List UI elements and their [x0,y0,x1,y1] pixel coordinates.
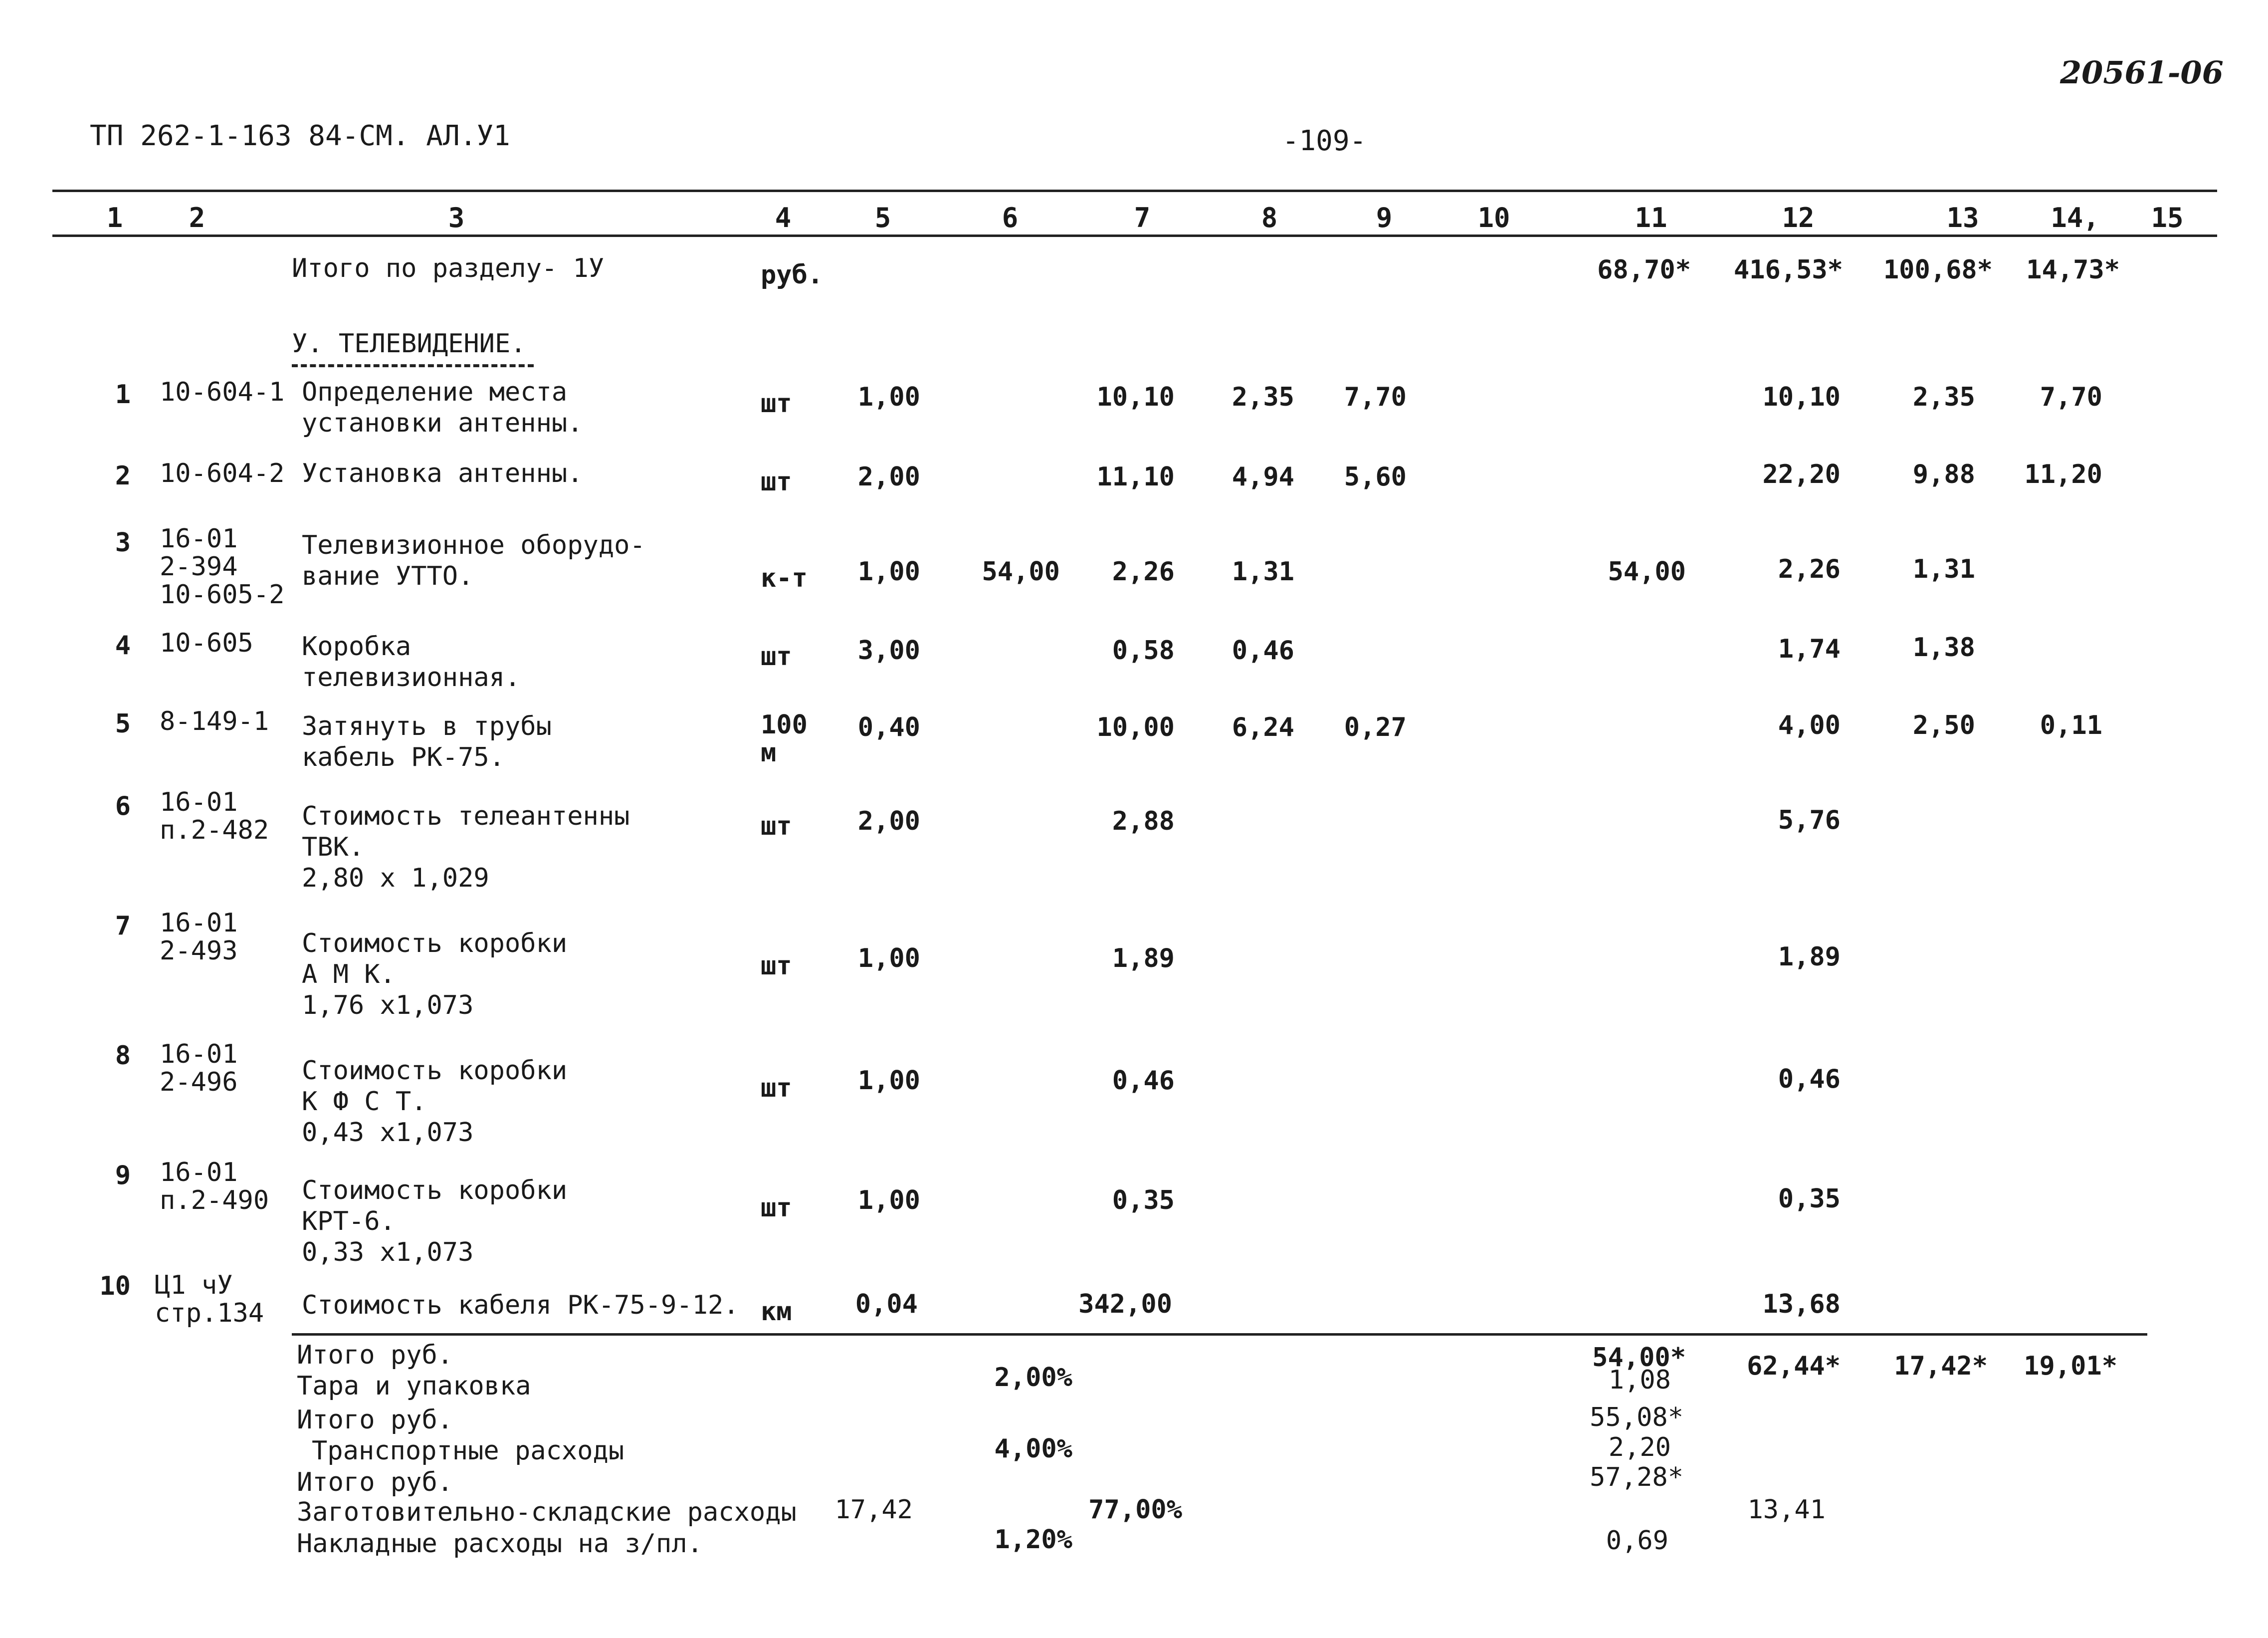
section-total-c11: 68,70* [1597,255,1691,285]
row-c8: 4,94 [1232,462,1294,492]
transport-pct: 4,00% [994,1434,1072,1464]
transport-label: Транспортные расходы [312,1436,624,1466]
row-c7: 2,26 [1112,557,1175,587]
row-c9: 7,70 [1344,382,1407,412]
column-header: 7 [1134,202,1151,234]
row-c13: 1,31 [1912,554,1975,584]
nakl-label: Накладные расходы на з/пл. [297,1529,703,1559]
itogo3-label: Итого руб. [297,1467,453,1497]
row-c13: 2,50 [1912,710,1975,740]
row-code: 10-604-1 [160,377,285,407]
row-c14: 0,11 [2040,710,2102,740]
row-code: 16-01 2-493 [160,908,238,966]
row-name: Стоимость телеантенны ТВК. 2,80 х 1,029 [302,801,630,893]
row-qty: 0,40 [857,712,920,742]
column-header: 10 [1477,202,1510,234]
row-code: 10-604-2 [160,459,285,488]
row-unit: шт [761,467,792,497]
row-c6: 54,00 [982,557,1060,587]
row-unit: шт [761,951,792,981]
header-top-rule [52,190,2217,192]
row-c14: 7,70 [2040,382,2102,412]
zagot-c12: 13,41 [1747,1495,1826,1525]
row-qty: 3,00 [857,636,920,666]
row-name: Телевизионное оборудо- вание УТТО. [302,530,645,591]
itogo2-c11: 55,08* [1590,1403,1683,1432]
row-c7: 10,10 [1096,382,1175,412]
row-code: 8-149-1 [160,706,269,736]
itogo-c12: 62,44* [1747,1351,1841,1381]
section-total-c12: 416,53* [1733,255,1843,285]
header-bottom-rule [52,234,2217,237]
column-header: 15 [2151,202,2184,234]
itogo-label: Итого руб. [297,1340,453,1370]
row-c13: 2,35 [1912,382,1975,412]
row-name: Определение места установки антенны. [302,377,583,438]
row-name: Стоимость коробки А М К. 1,76 х1,073 [302,929,568,1020]
column-header: 2 [189,202,206,234]
column-header: 6 [1002,202,1019,234]
row-qty: 2,00 [857,806,920,836]
row-number: 7 [115,911,131,941]
row-number: 6 [115,791,131,821]
row-number: 9 [115,1161,131,1190]
row-c12: 22,20 [1762,460,1841,489]
row-code: 16-01 п.2-482 [160,787,269,845]
row-name: Стоимость кабеля РК-75-9-12. [302,1290,739,1320]
row-c12: 5,76 [1778,805,1841,835]
row-c13: 1,38 [1912,633,1975,663]
tara-label: Тара и упаковка [297,1371,531,1401]
section-total-c14: 14,73* [2026,255,2120,285]
row-code: 16-01 2-496 [160,1039,238,1097]
row-code: 16-01 2-394 10-605-2 [160,524,285,610]
row-name: Стоимость коробки К Ф С Т. 0,43 х1,073 [302,1056,568,1148]
itogo3-c11: 57,28* [1590,1462,1683,1492]
doc-code: ТП 262-1-163 84-СМ. АЛ.У1 [90,120,510,152]
row-qty: 1,00 [857,1066,920,1096]
row-code: Ц1 чУ стр.134 [155,1270,264,1328]
row-qty: 1,00 [857,557,920,587]
section-title-underline [292,364,534,367]
row-qty: 0,04 [855,1289,918,1319]
nakl-c11: 0,69 [1606,1526,1668,1556]
row-number: 4 [115,631,131,661]
column-header: 12 [1782,202,1815,234]
section-total-unit: руб. [761,260,824,290]
row-c12: 0,46 [1778,1064,1841,1094]
itogo-c13: 17,42* [1894,1351,1988,1381]
row-c7: 1,89 [1112,943,1175,973]
row-c12: 0,35 [1778,1184,1841,1214]
doc-number: 20561-06 [2060,54,2224,91]
row-name: Стоимость коробки КРТ-6. 0,33 х1,073 [302,1175,568,1267]
row-unit: шт [761,389,792,419]
column-header: 13 [1946,202,1979,234]
row-c7: 0,58 [1112,636,1175,666]
row-c12: 10,10 [1762,382,1841,412]
column-header: 1 [106,202,123,234]
row-unit: 100 м [761,710,808,768]
row-c7: 2,88 [1112,806,1175,836]
zagot-label: Заготовительно-складские расходы [297,1497,797,1527]
row-c7: 11,10 [1096,462,1175,492]
itogo-c11: 54,00* [1592,1343,1686,1373]
row-c8: 2,35 [1232,382,1294,412]
row-unit: к-т [761,563,808,593]
row-qty: 1,00 [857,382,920,412]
section-total-c13: 100,68* [1883,255,1993,285]
row-qty: 2,00 [857,462,920,492]
page-number: -109- [1282,125,1367,157]
row-c7: 342,00 [1078,1289,1172,1319]
row-number: 2 [115,461,131,491]
column-header: 4 [775,202,792,234]
row-unit: км [761,1297,792,1327]
row-number: 3 [115,528,131,558]
row-name: Установка антенны. [302,459,583,488]
row-c14: 11,20 [2024,460,2102,489]
nakl-pct: 1,20% [994,1525,1072,1555]
row-c7: 0,35 [1112,1185,1175,1215]
row-unit: шт [761,1073,792,1103]
row-c9: 5,60 [1344,462,1407,492]
row-c8: 0,46 [1232,636,1294,666]
column-header: 5 [874,202,891,234]
zagot-pct: 77,00% [1088,1495,1182,1525]
row-c12: 1,74 [1778,634,1841,664]
row-c12: 4,00 [1778,710,1841,740]
row-c12: 1,89 [1778,942,1841,972]
row-number: 5 [115,709,131,739]
column-header: 11 [1635,202,1667,234]
row-number: 1 [115,380,131,410]
row-code: 10-605 [160,628,253,658]
row-name: Коробка телевизионная. [302,632,521,693]
row-qty: 1,00 [857,1185,920,1215]
row-unit: шт [761,811,792,841]
row-c9: 0,27 [1344,712,1407,742]
row-c8: 6,24 [1232,712,1294,742]
transport-c11: 2,20 [1608,1432,1671,1462]
row-c13: 9,88 [1912,460,1975,489]
itogo-c14: 19,01* [2024,1351,2117,1381]
row-code: 16-01 п.2-490 [160,1158,269,1215]
row-c8: 1,31 [1232,557,1294,587]
row-number: 8 [115,1041,131,1071]
column-header: 3 [448,202,465,234]
column-header: 8 [1261,202,1278,234]
row-c7: 10,00 [1096,712,1175,742]
itogo2-label: Итого руб. [297,1405,453,1435]
tara-c11: 1,08 [1608,1365,1671,1395]
row-c7: 0,46 [1112,1066,1175,1096]
row-c12: 2,26 [1778,554,1841,584]
row-name: Затянуть в трубы кабель РК-75. [302,711,552,772]
column-header: 9 [1376,202,1393,234]
tara-pct: 2,00% [994,1363,1072,1393]
row-unit: шт [761,1193,792,1223]
row-unit: шт [761,642,792,672]
section-title: У. ТЕЛЕВИДЕНИЕ. [292,329,526,359]
row-c11: 54,00 [1608,557,1686,587]
zagot-c5: 17,42 [834,1495,913,1525]
row-c12: 13,68 [1762,1289,1841,1319]
row-number: 10 [99,1271,131,1301]
section-total-label: Итого по разделу- 1У [292,253,605,283]
summary-rule [292,1333,2147,1336]
row-qty: 1,00 [857,943,920,973]
column-header: 14, [2051,202,2099,234]
